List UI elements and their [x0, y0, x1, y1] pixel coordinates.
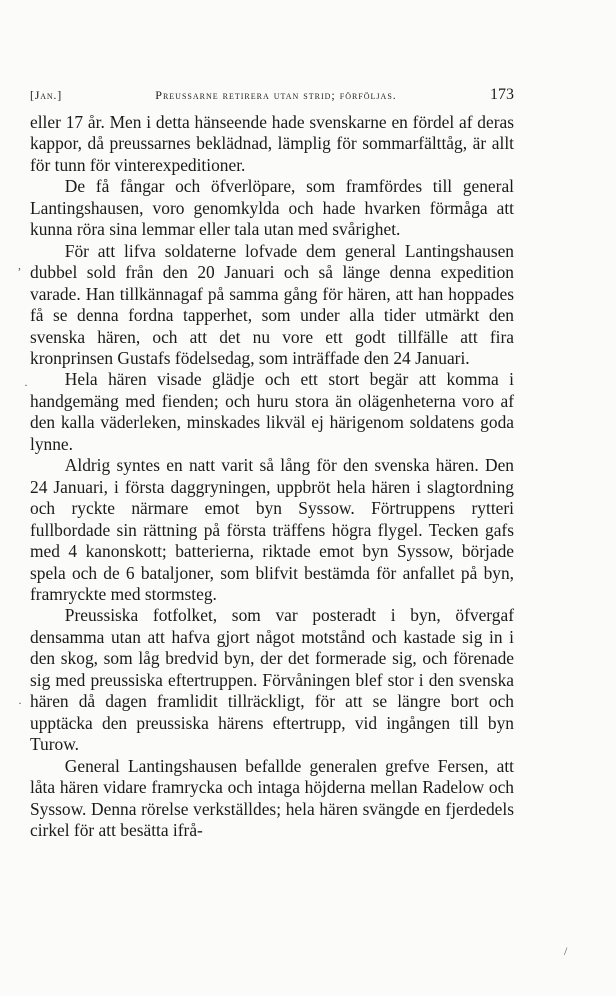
page-number: 173: [490, 86, 514, 103]
paragraph-7: General Lantingshausen befallde generalen grefve Fersen, att låta hären vidare framrycka och intaga höjderna mellan Radelow och Syssow. Denna rörelse verkställdes; hela hären svängde en fjerdedels cirkel för att besätta ifrå-: [30, 755, 514, 840]
paragraph-5: Aldrig syntes en natt varit så lång för den svenska hären. Den 24 Januari, i första daggryningen, uppbröt hela hären i slagtordning och ryckte närmare emot byn Syssow. Förtruppens rytteri fullbordade sin rättning på första träffens högra flygel. Tecken gafs med 4 kanonskott; batterierna, riktade emot byn Syssow, började spela och de 6 bataljoner, som blifvit bestämda för anfallet på byn, framryckte med stormsteg.: [30, 455, 514, 604]
book-page: [30, 86, 514, 841]
margin-speck: ·: [18, 696, 22, 710]
paragraph-3: För att lifva soldaterne lofvade dem general Lantingshausen dubbel sold från den 20 Januari och så länge denna expedition varade. Han tillkännagaf på samma gång för hären, att han hoppades få se denna fordna tapperhet, som under alla tider utmärkt den svenska hären, och att det nu vore ett godt tillfälle att fira kronprinsen Gustafs födelsedag, som inträffade den 24 Januari.: [30, 240, 514, 368]
margin-speck: ,: [18, 258, 21, 272]
body-text: [30, 112, 514, 841]
paragraph-4: Hela hären visade glädje och ett stort begär att komma i handgemäng med fienden; och huru stora än olägenheterna voro af den kalla väderleken, minskades likväl ej härigenom soldatens goda lynne.: [30, 369, 514, 454]
margin-speck: ·: [24, 378, 28, 392]
paragraph-1: eller 17 år. Men i detta hänseende hade svenskarne en fördel af deras kappor, då preussarnes beklädnad, lämplig för sommarfälttåg, är allt för tunn för vinterexpeditioner.: [30, 112, 514, 175]
header-section: [Jan.]: [30, 88, 63, 102]
running-head: [30, 86, 514, 104]
header-title: Preussarne retirera utan strid; förföljas.: [155, 88, 397, 102]
paragraph-6: Preussiska fotfolket, som var posteradt i byn, öfvergaf densamma utan att hafva gjort något motstånd och kastade sig in i den skog, som låg bredvid byn, der det formerade sig, och förenade sig med preussiska eftertruppen. Förvåningen blef stor i den svenska hären då dagen framlidit tillräckligt, för att se längre bort och upptäcka den preussiska härens eftertrupp, vid ingången till byn Turow.: [30, 605, 514, 755]
margin-speck: /: [564, 944, 568, 958]
paragraph-2: De få fångar och öfverlöpare, som framfördes till general Lantingshausen, voro genomkylda och hade hvarken förmåga att kunna röra sina lemmar eller tala utan med svårighet.: [30, 176, 514, 240]
